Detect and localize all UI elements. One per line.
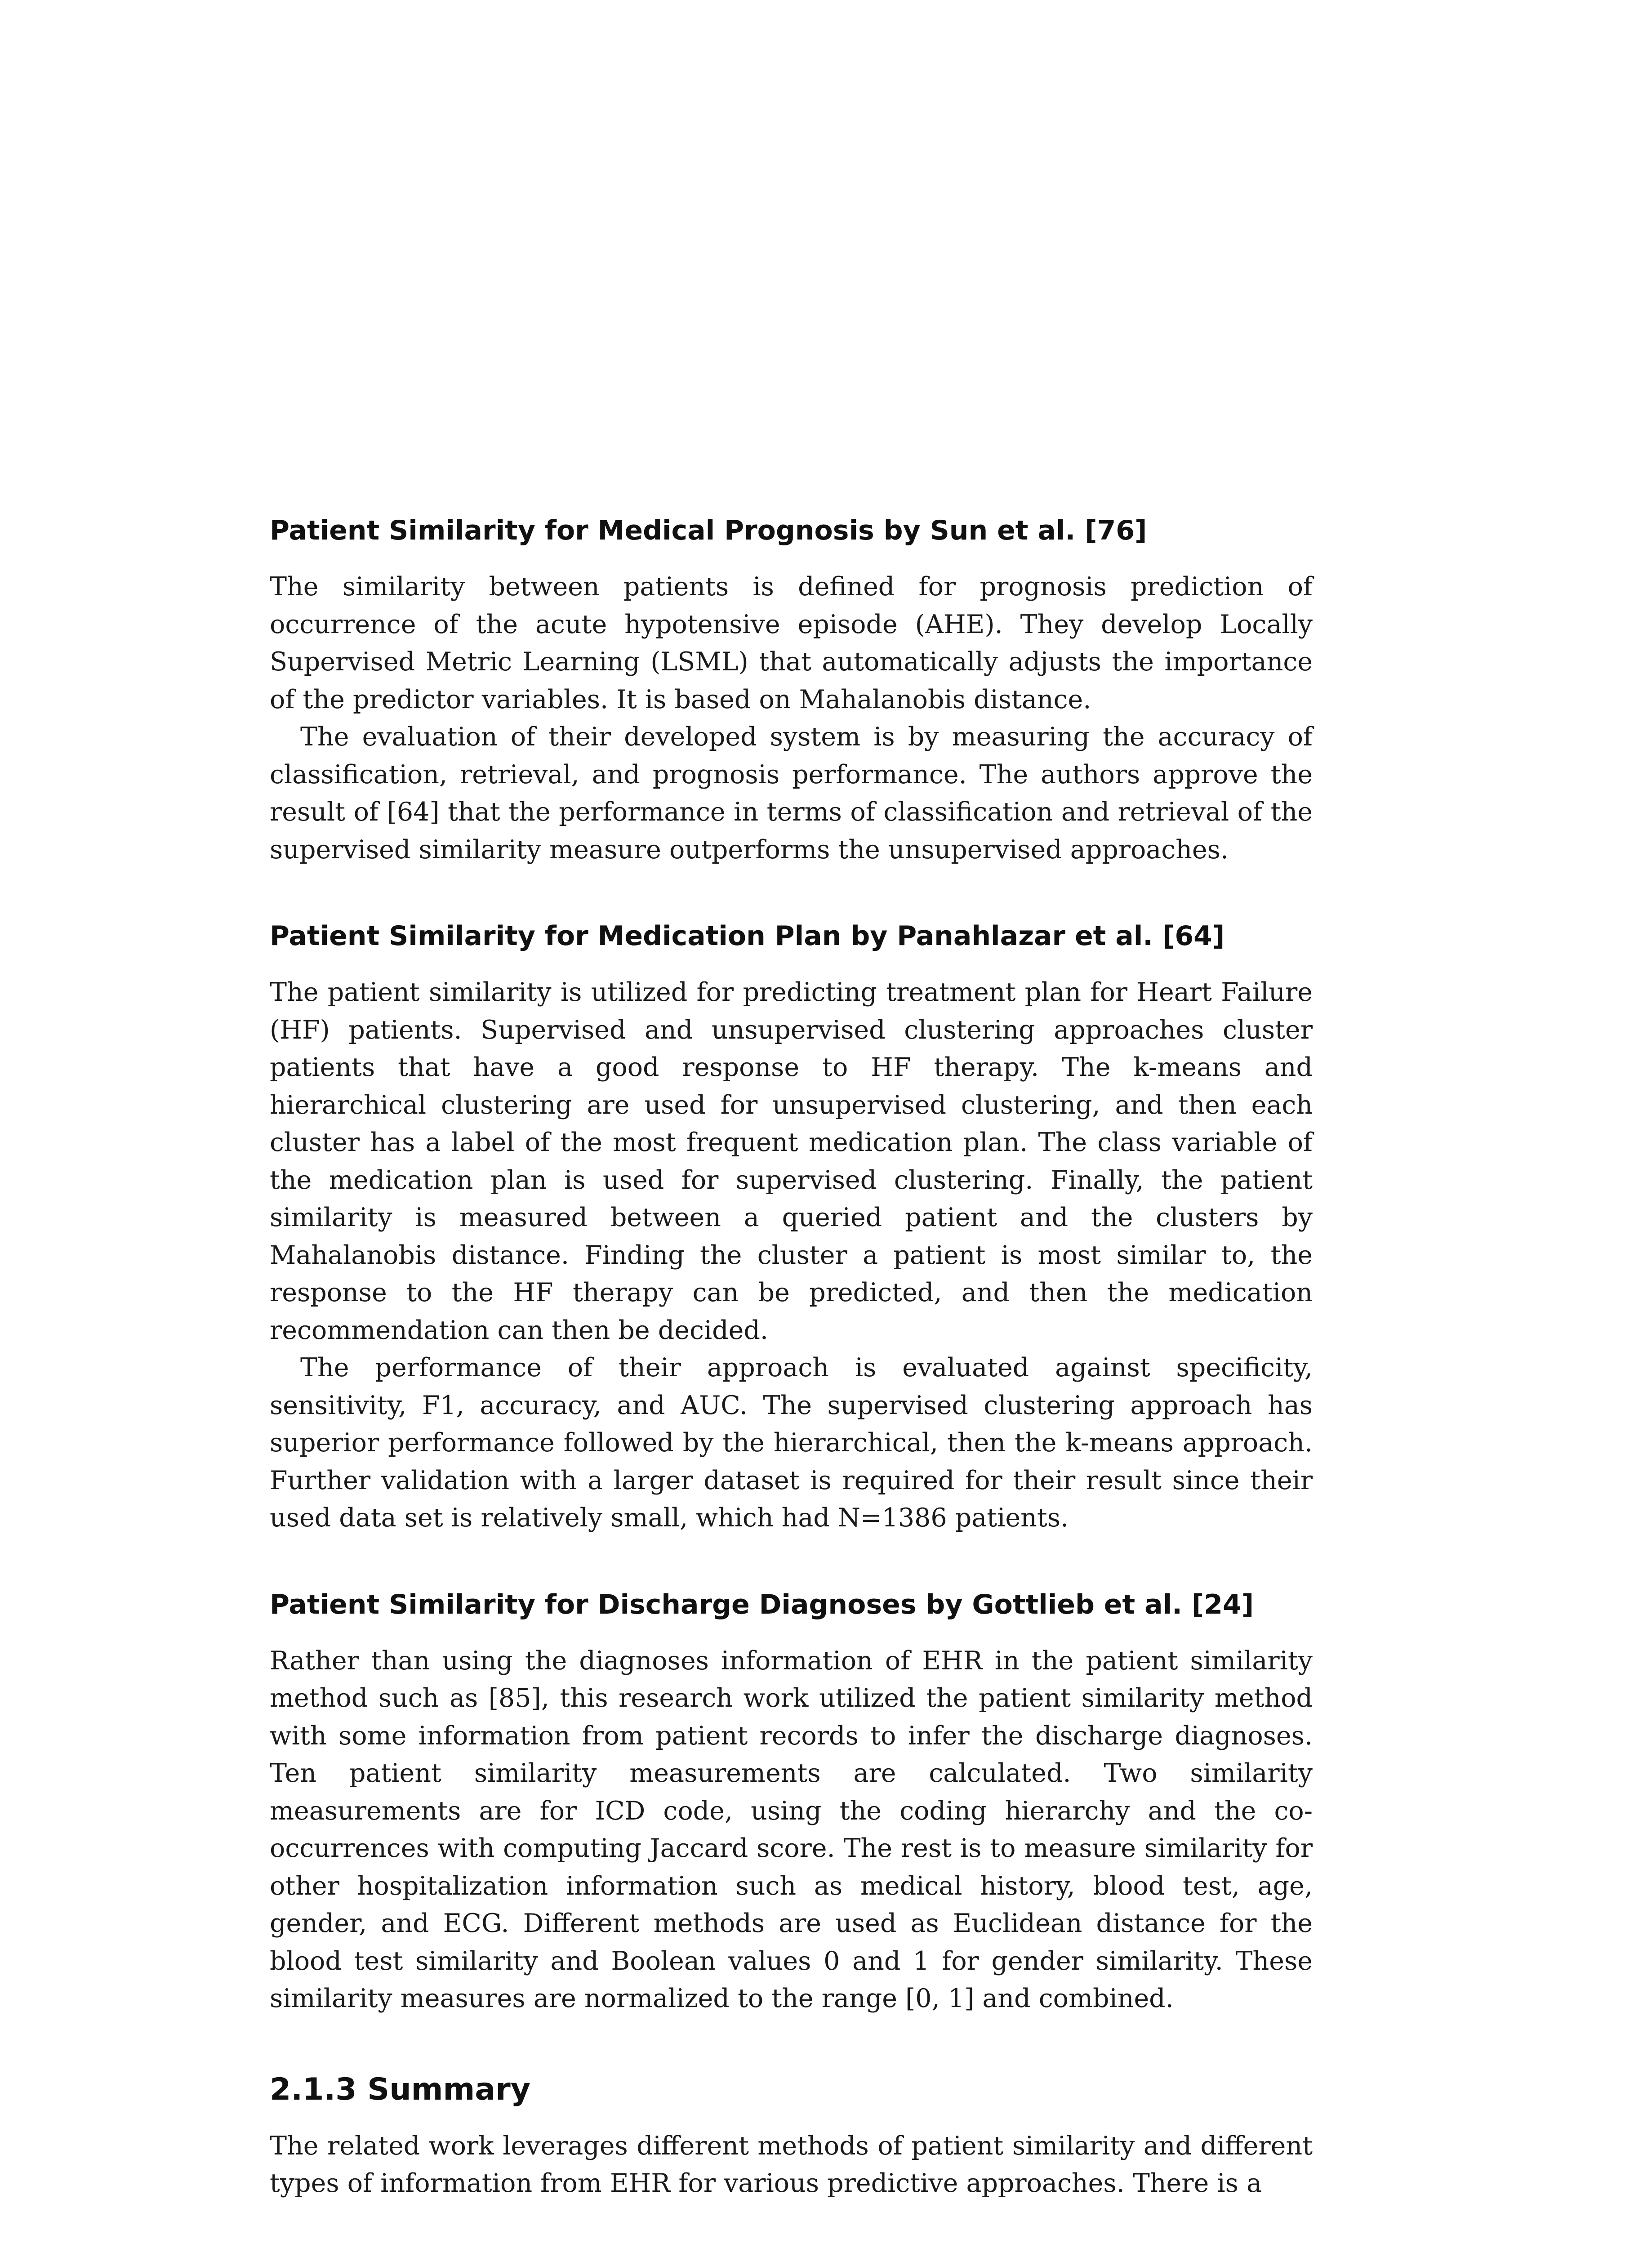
page-body: [270, 513, 1313, 2203]
subsection-heading-gottlieb: Patient Similarity for Discharge Diagnoses by Gottlieb et al. [24]: [270, 1588, 1254, 1620]
subsection-heading-sun: Patient Similarity for Medical Prognosis by Sun et al. [76]: [270, 515, 1147, 546]
paragraph: The evaluation of their developed system is by measuring the accuracy of classification, retrieval, and prognosis performance. The authors approve the result of [64] that the performance in terms of classification and retrieval of the supervised similarity measure outperforms the unsupervised approaches.: [270, 722, 1313, 865]
paragraph: The patient similarity is utilized for predicting treatment plan for Heart Failure (HF) patients. Supervised and unsupervised clustering approaches cluster patients that have a good response to HF therapy. The k-means and hierarchical clustering are used for unsupervised clustering, and then each cluster has a label of the most frequent medication plan. The class variable of the medication plan is used for supervised clustering. Finally, the patient similarity is measured between a queried patient and the clusters by Mahalanobis distance. Finding the cluster a patient is most similar to, the response to the HF therapy can be predicted, and then the medication recommendation can then be decided.: [270, 977, 1313, 1345]
paragraph: The related work leverages different methods of patient similarity and different types of information from EHR for various predictive approaches. There is a: [270, 2131, 1313, 2198]
paragraph: The similarity between patients is defined for prognosis prediction of occurrence of the acute hypotensive episode (AHE). They develop Locally Supervised Metric Learning (LSML) that automatically adjusts the importance of the predictor variables. It is based on Mahalanobis distance.: [270, 572, 1313, 714]
paragraph: The performance of their approach is evaluated against specificity, sensitivity, F1, accuracy, and AUC. The supervised clustering approach has superior performance followed by the hierarchical, then the k-means approach. Further validation with a larger dataset is required for their result since their used data set is relatively small, which had N=1386 patients.: [270, 1353, 1313, 1533]
section-heading-summary: 2.1.3 Summary: [270, 2071, 531, 2107]
paragraph: Rather than using the diagnoses information of EHR in the patient similarity method such as [85], this research work utilized the patient similarity method with some information from patient records to infer the discharge diagnoses. Ten patient similarity measurements are calculated. Two similarity measurements are for ICD code, using the coding hierarchy and the co-occurrences with computing Jaccard score. The rest is to measure similarity for other hospitalization information such as medical history, blood test, age, gender, and ECG. Different methods are used as Euclidean distance for the blood test similarity and Boolean values 0 and 1 for gender similarity. These similarity measures are normalized to the range [0, 1] and combined.: [270, 1646, 1313, 2013]
subsection-heading-panahlazar: Patient Similarity for Medication Plan by Panahlazar et al. [64]: [270, 920, 1225, 952]
